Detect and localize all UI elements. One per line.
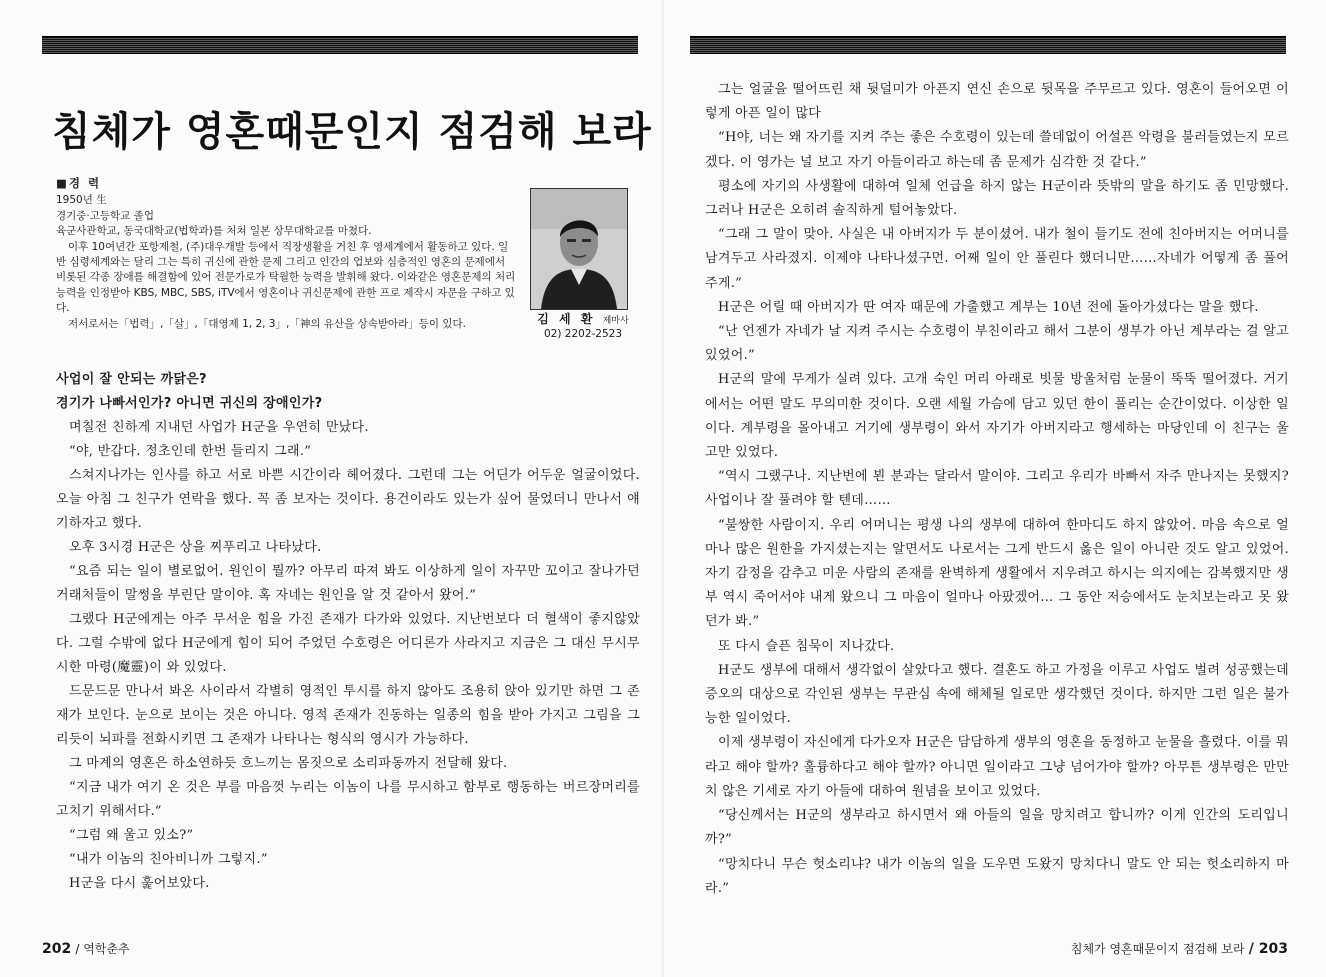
author-role: 제마사 [602, 316, 629, 326]
paragraph: H군을 다시 훑어보았다. [69, 876, 210, 891]
paragraph: “당신께서는 H군의 생부라고 하시면서 왜 아들의 일을 망치려고 합니까? 이게 인간의 도리입니까?” [705, 808, 1289, 848]
folio-left [42, 940, 130, 957]
article-body-right [705, 78, 1289, 901]
article-body-left [56, 368, 640, 896]
author-photo [530, 188, 628, 310]
paragraph: “내가 이놈의 친아비니까 그렇지.” [69, 852, 268, 867]
paragraph: “야, 반갑다. 정초인데 한번 들리지 그래.” [69, 444, 312, 459]
paragraph: H군은 어릴 때 아버지가 딴 여자 때문에 가출했고 계부는 10년 전에 돌아가셨다는 말을 했다. [718, 299, 1259, 315]
paragraph: 또 다시 슬픈 침묵이 지나갔다. [718, 638, 895, 654]
paragraph: “그럼 왜 울고 있소?” [69, 828, 194, 843]
paragraph: 며칠전 친하게 지내던 사업가 H군을 우연히 만났다. [69, 420, 369, 435]
page-number-right: / 203 [1248, 941, 1288, 957]
author-credit [528, 310, 638, 340]
profile-line: 경기중·고등학교 졸업 [56, 209, 154, 222]
paragraph: H군의 말에 무게가 실려 있다. 고개 숙인 머리 아래로 빗물 방울처럼 눈물이 뚝뚝 떨어졌다. 거기에서는 어떤 말도 무의미한 것이다. 오랜 세월 가슴에 담고 있던 한이 풀리는 순간이었다. 이상한 일이다. 계부령을 몰아내고 거기에 생부령이 와서 자기가 아버지라고 행세하는 마당인데 이 친구는 울고만 있었다. [705, 372, 1289, 461]
paragraph: “불쌍한 사람이지. 우리 어머니는 평생 나의 생부에 대하여 한마디도 하지 않았어. 마음 속으로 얼마나 많은 원한을 가지셨는지는 알면서도 나로서는 그게 반드시 옳은 일이 아니란 것도 알고 있었어. 자기 감정을 감추고 미운 사람의 존재를 완벽하게 생활에서 지우려고 하시는 의지에는 감복했지만 생부 역시 죽어서야 내게 왔으니 그 마음이 얼마나 아팠겠어… 그 동안 저승에서도 눈치보는라고 못 왔던가 봐.” [705, 517, 1289, 630]
paragraph: 드문드문 만나서 봐온 사이라서 각별히 영적인 투시를 하지 않아도 조용히 앉아 있기만 하면 그 존재가 보인다. 눈으로 보이는 것은 아니다. 영적 존재가 진동하는 일종의 힘을 받아 가지고 그림을 그리듯이 뇌파를 전화시키면 그 존재가 나타나는 형식의 영시가 가능하다. [56, 684, 640, 747]
header-rule-right [690, 36, 1286, 54]
paragraph: “역시 그랬구나. 지난번에 뵌 분과는 달라서 말이야. 그리고 우리가 바빠서 자주 만나지는 못했지? 사업이나 잘 풀려야 할 텐데…… [705, 469, 1289, 509]
paragraph: 그 마계의 영혼은 하소연하듯 흐느끼는 몸짓으로 소리파동까지 전달해 왔다. [69, 756, 508, 771]
author-profile [56, 176, 516, 332]
paragraph: H군도 생부에 대해서 생각없이 살았다고 했다. 결혼도 하고 가정을 이루고 사업도 벌려 성공했는데 증오의 대상으로 각인된 생부는 무관심 속에 해체될 일로만 생각했던 것이다. 하지만 그런 일은 불가능한 일이었다. [705, 662, 1289, 727]
paragraph: 오후 3시경 H군은 상을 찌푸리고 나타났다. [69, 540, 322, 555]
paragraph: “망치다니 무슨 헛소리냐? 내가 이놈의 일을 도우면 도왔지 망치다니 말도 안 되는 헛소리하지 마라.” [705, 856, 1289, 896]
author-name: 김 세 환 [537, 312, 596, 326]
subheading: 사업이 잘 안되는 까닭은? [56, 372, 207, 387]
paragraph: “요즘 되는 일이 별로없어. 원인이 뭘까? 아무리 따져 봐도 이상하게 일이 자꾸만 꼬이고 잘나가던 거래처들이 말썽을 부린단 말이야. 혹 자네는 원인을 알 것 같아서 왔어.” [56, 564, 640, 603]
magazine-name: / 역학춘추 [75, 942, 130, 956]
paragraph: 그랬다 H군에게는 아주 무서운 힘을 가진 존재가 다가와 있었다. 지난번보다 더 혈색이 좋지않았다. 그럴 수밖에 없다 H군에게 힘이 되어 주었던 수호령은 어디론가 사라지고 지금은 그 대신 무시무시한 마령(魔靈)이 와 있었다. [56, 612, 640, 675]
profile-line: 육군사관학교, 동국대학교(법학과)를 처쳐 일본 상무대학교를 마쳤다. [56, 225, 372, 238]
author-phone: 02) 2202-2523 [543, 328, 623, 340]
paragraph: 그는 얼굴을 떨어뜨린 채 뒷덜미가 아픈지 연신 손으로 뒷목을 주무르고 있다. 영혼이 들어오면 이렇게 아픈 일이 많다 [705, 82, 1289, 122]
paragraph: 스쳐지나가는 인사를 하고 서로 바쁜 시간이라 헤어졌다. 그런데 그는 어딘가 어두운 얼굴이었다. 오늘 아침 그 친구가 연락을 했다. 꼭 좀 보자는 것이다. 용건이라도 있는가 싶어 물었더니 만나서 얘기하자고 했다. [56, 468, 640, 531]
header-rule-left [42, 36, 638, 54]
paragraph: 평소에 자기의 사생활에 대하여 일체 언급을 하지 않는 H군이라 뜻밖의 말을 하기도 좀 민망했다. 그러나 H군은 오히려 솔직하게 털어놓았다. [705, 178, 1289, 219]
profile-line: 1950년 生 [56, 194, 107, 207]
running-title: 침체가 영혼때문이지 점검해 보라 [1070, 942, 1245, 956]
article-title: 침체가 영혼때문인지 점검해 보라 [52, 109, 652, 155]
paragraph: 이제 생부령이 자신에게 다가오자 H군은 담담하게 생부의 영혼을 동정하고 눈물을 흘렸다. 이를 뭐라고 해야 할까? 훌륭하다고 해야 할까? 아니면 일이라고 그냥 넘어가야 할까? 아무튼 생부령은 만만치 않은 기세로 자기 아들에 대하여 원념을 보이고 있었다. [705, 735, 1289, 799]
profile-heading: ■경 력 [56, 176, 102, 190]
paragraph: “그래 그 말이 맞아. 사실은 내 아버지가 두 분이셨어. 내가 철이 들기도 전에 친아버지는 어머니를 남겨두고 사라졌지. 이제야 나타나셨구먼. 어째 일이 안 풀린다 했더니만……자네가 어떻게 좀 풀어 주게.” [705, 227, 1289, 291]
paragraph: “지금 내가 여기 온 것은 부를 마음껏 누리는 이놈이 나를 무시하고 함부로 행동하는 버르장머리를 고치기 위해서다.” [56, 780, 640, 819]
paragraph: “난 언젠가 자네가 날 지켜 주시는 수호령이 부친이라고 해서 그분이 생부가 아닌 계부라는 걸 알고 있었어.” [705, 324, 1289, 364]
folio-right [1071, 940, 1288, 957]
profile-line: 이후 10여년간 포항제철, (주)대우개발 등에서 직장생활을 거친 후 영세계에서 활동하고 있다. 일반 심령세계와는 달리 그는 특히 귀신에 관한 문제 그리고 인간의 업보와 심층적인 영혼의 문제에서 비롯된 각종 장애를 해결함에 있어 전문가로가 탁월한 능력을 발휘해 왔다. 이와같은 영혼문제의 처리능력을 인정받아 KBS, MBC, SBS, iTV에서 영혼이나 귀신문제에 관한 프로 제작시 자문을 구하고 있다. [56, 240, 516, 315]
page-gutter [662, 0, 664, 977]
paragraph: “H야, 너는 왜 자기를 지켜 주는 좋은 수호령이 있는데 쓸데없이 어설픈 악령을 불러들였는지 모르겠다. 이 영가는 널 보고 자기 아들이라고 하는데 좀 문제가 심각한 것 같다.” [705, 130, 1289, 170]
profile-line: 저서로서는「법력」,「살」,「대영제 1, 2, 3」,「神의 유산을 상속받아라」등이 있다. [68, 317, 467, 330]
subheading: 경기가 나빠서인가? 아니면 귀신의 장애인가? [56, 396, 323, 411]
page-number-left: 202 [42, 941, 72, 957]
